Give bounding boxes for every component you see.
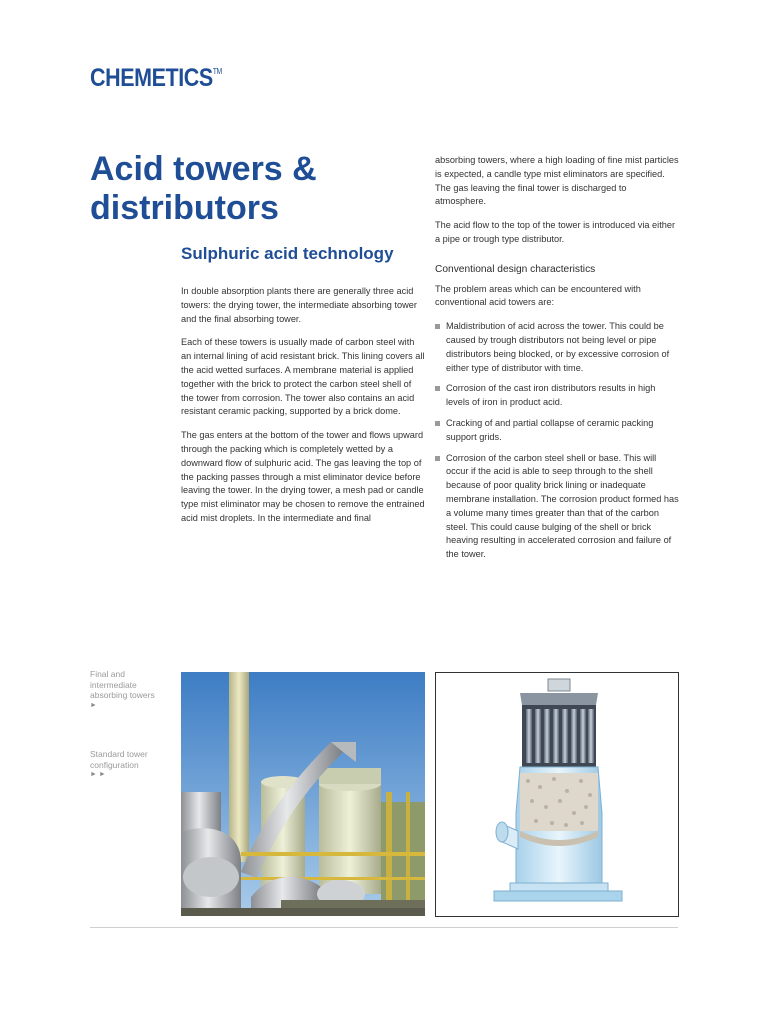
trademark-symbol: TM [212, 67, 222, 76]
section-heading: Conventional design characteristics [435, 263, 596, 275]
bullet-square-icon [435, 421, 440, 426]
list-item-text: Cracking of and partial collapse of ceramic packing support grids. [446, 417, 654, 442]
bullet-square-icon [435, 456, 440, 461]
list-item-text: Corrosion of the carbon steel shell or base. This will occur if the acid is able to seep through to the shell because of poor quality brick lining or inadequate membrane installation. The corrosion product formed has a volume many times greater than that of the carbon steel. This could cause bulging of the shell or brick heaving resulting in accelerated corrosion and failure of the tower. [446, 452, 679, 560]
list-item [435, 382, 680, 410]
paragraph-acid-flow: The acid flow to the top of the tower is introduced via either a pipe or trough type distributor. [435, 220, 676, 244]
logo-text: CHEMETICS [90, 64, 213, 92]
page-title: Acid towers & distributors [90, 150, 317, 227]
paragraph-problem-intro: The problem areas which can be encountered with conventional acid towers are: [435, 283, 641, 308]
paragraph-intro: In double absorption plants there are generally three acid towers: the drying tower, the intermediate absorbing tower and the final absorbing tower. [181, 286, 417, 324]
page-subtitle: Sulphuric acid technology [181, 244, 394, 263]
diagram-caption [90, 749, 170, 781]
problem-list [435, 320, 680, 562]
list-item-text: Maldistribution of acid across the tower. This could be caused by trough distributors not being level or pipe distributors being blocked, or by excessive corrosion of either type of distributor with time. [446, 321, 670, 373]
bullet-square-icon [435, 324, 440, 329]
tower-diagram-frame [435, 672, 679, 917]
photo-caption-text: Final and intermediate absorbing towers [90, 669, 155, 700]
plant-photo [181, 672, 425, 916]
list-item-text: Corrosion of the cast iron distributors results in high levels of iron in product acid. [446, 383, 656, 408]
list-item [435, 320, 680, 375]
left-text-column [181, 285, 426, 536]
paragraph-construction: Each of these towers is usually made of carbon steel with an internal lining of acid resistant brick. This lining covers all the acid wetted surfaces. A membrane material is applied together with the brick to protect the carbon steel shell of the tower from corrosion. The tower also contains an acid resistant ceramic packing, supported by a brick dome. [181, 337, 425, 417]
arrow-right-icon: ► [90, 701, 97, 709]
tower-configuration-diagram [436, 673, 678, 916]
absorbing-towers-image [181, 672, 425, 916]
bullet-square-icon [435, 386, 440, 391]
right-text-column [435, 154, 680, 569]
list-item [435, 417, 680, 445]
double-arrow-right-icon: ► ► [90, 771, 106, 778]
paragraph-continued: absorbing towers, where a high loading of fine mist particles is expected, a candle type mist eliminators are specified. The gas leaving the final tower is discharged to atmosphere. [435, 155, 679, 207]
diagram-caption-text: Standard tower configuration [90, 749, 148, 770]
photo-caption [90, 669, 170, 711]
list-item [435, 452, 680, 562]
footer-divider [90, 927, 678, 928]
paragraph-gas-flow: The gas enters at the bottom of the tower and flows upward through the packing which is completely wetted by a downward flow of sulphuric acid. The gas leaving the top of the packing passes through a mist eliminator device before leaving the tower. In the drying tower, a mesh pad or candle type mist eliminator may be chosen to remove the entrained acid mist droplets. In the intermediate and final [181, 430, 425, 523]
company-logo [90, 64, 222, 93]
